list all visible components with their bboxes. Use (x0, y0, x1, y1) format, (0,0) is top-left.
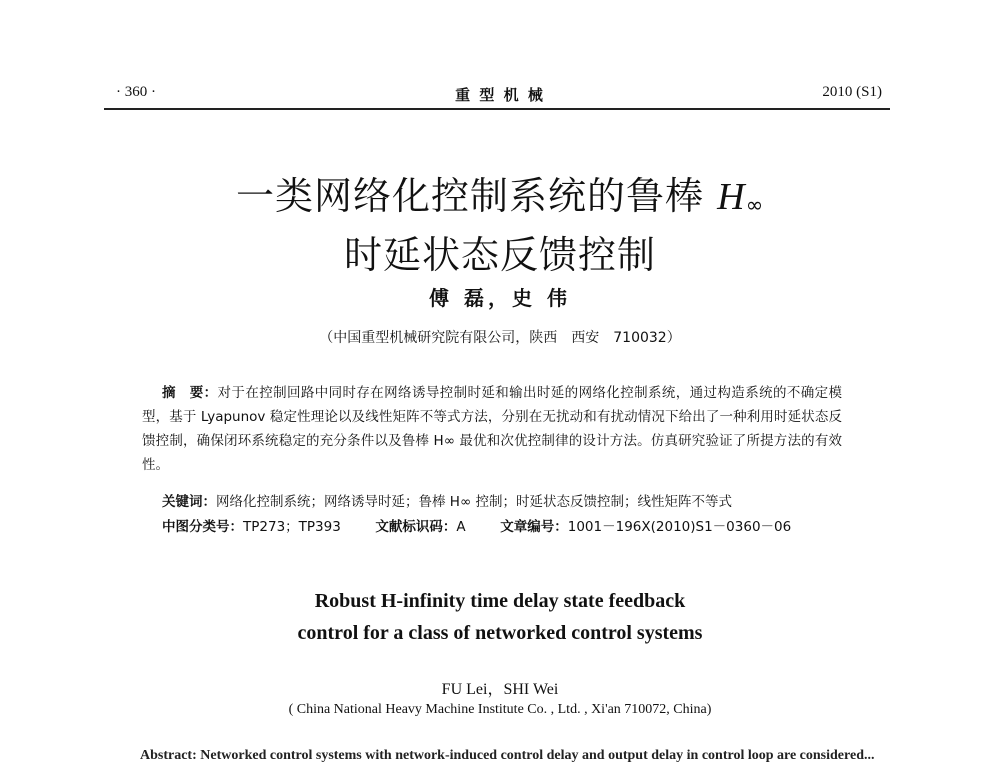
title-h-subscript: ∞ (745, 193, 764, 218)
title-cn-line2: 时延状态反馈控制 (343, 233, 656, 277)
article-number-label: 文章编号： (500, 519, 568, 535)
authors-en: FU Lei，SHI Wei (441, 681, 559, 698)
keywords (162, 490, 732, 510)
abstract-label: 摘 要： (162, 385, 218, 401)
article-number-value: 1001－196X(2010)S1－0360－06 (567, 519, 792, 535)
clc-label: 中图分类号： (162, 519, 243, 535)
keywords-label: 关键词： (162, 494, 216, 510)
title-cn-text: 一类网络化控制系统的鲁棒 (236, 174, 705, 218)
doc-code-label: 文献标识码： (375, 519, 457, 535)
abstract-text: 对于在控制回路中同时存在网络诱导控制时延和输出时延的网络化控制系统，通过构造系统的不确定模型，基于 Lyapunov 稳定性理论以及线性矩阵不等式方法，分别在无扰动和有扰动情况下给出了一种利用时延状态反馈控制，确保闭环系统稳定的充分条件以及鲁棒 H∞ 最优和次优控制律的设计方法。仿真研究验证了所提方法的有效性。 (142, 385, 843, 473)
affiliation-en: ( China National Heavy Machine Institute Co. , Ltd. , Xi'an 710072, China) (288, 702, 712, 717)
authors-cn: 傅 磊，史 伟 (429, 286, 571, 310)
issue-label: 2010 (S1) (822, 84, 882, 100)
page-number: · 360 · (116, 84, 156, 100)
classification-line (162, 515, 791, 535)
abstract-cn (142, 381, 842, 477)
abstract-en-fragment: Abstract: Networked control systems with network-induced control delay and output delay in control loop are considered... (140, 748, 875, 763)
clc-value: TP273；TP393 (243, 519, 341, 535)
affiliation-cn: （中国重型机械研究院有限公司，陕西 西安 710032） (319, 330, 681, 346)
journal-name: 重 型 机 械 (455, 86, 545, 104)
title-en-line1: Robust H-infinity time delay state feedback (314, 590, 686, 612)
title-cn-line1 (0, 165, 1000, 220)
keywords-text: 网络化控制系统；网络诱导时延；鲁棒 H∞ 控制；时延状态反馈控制；线性矩阵不等式 (216, 494, 732, 510)
header-rule (104, 108, 890, 110)
title-en-line2: control for a class of networked control systems (297, 622, 703, 644)
title-h-symbol: H (717, 176, 746, 218)
doc-code-value: A (456, 519, 466, 535)
